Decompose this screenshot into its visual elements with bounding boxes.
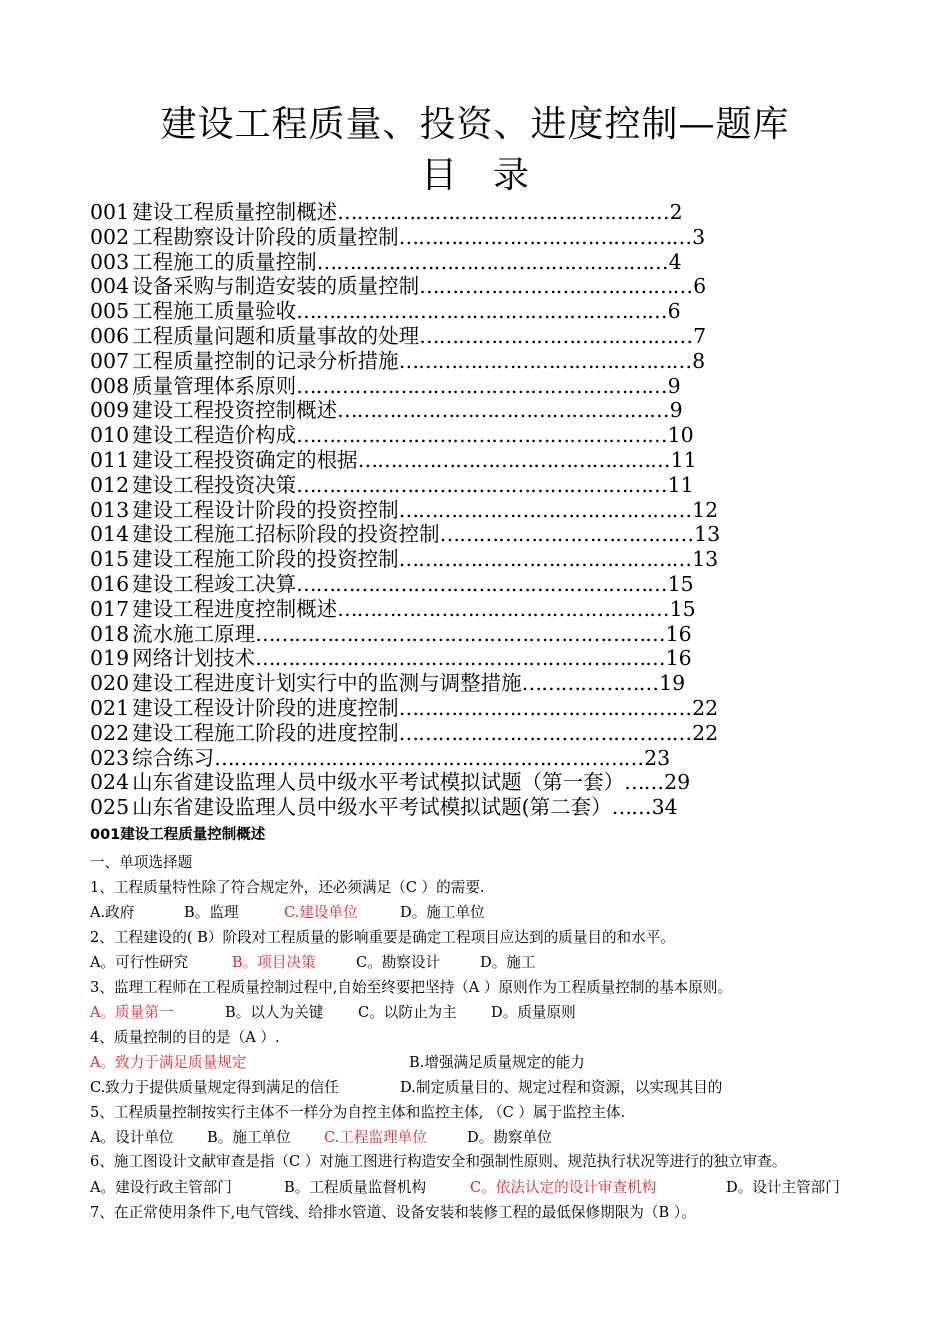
toc-entry[interactable] (90, 547, 770, 572)
toc-entry-title: 建设工程竣工决算 (132, 571, 297, 596)
toc-entry-page: 29 (664, 770, 691, 795)
question-type-heading: 一、单项选择题 (90, 854, 193, 871)
toc-entry-number: 005 (90, 299, 130, 324)
toc-entry-page: 2 (669, 200, 683, 224)
toc-entry-title: 工程勘察设计阶段的质量控制 (132, 224, 399, 249)
option-b: B。监理 (184, 904, 239, 921)
toc-entry[interactable] (90, 398, 770, 423)
toc-entry-leader: ………………………………………………… (296, 472, 667, 497)
toc-entry-number: 011 (90, 447, 130, 472)
toc-entry-leader: ……………………………………… (398, 547, 692, 572)
toc-entry-page: 8 (692, 348, 706, 373)
toc-entry-number: 008 (90, 373, 130, 398)
toc-entry-leader: ………………………………………………………… (214, 745, 644, 770)
toc-entry-number: 003 (90, 249, 130, 274)
toc-entry-leader: …………………………………… (419, 274, 693, 299)
toc-entry-title: 综合练习 (132, 745, 215, 770)
toc-entry-number: 019 (90, 646, 130, 671)
toc-entry-page: 22 (692, 695, 719, 720)
option-d: D。施工单位 (400, 904, 485, 921)
toc-entry-number: 024 (90, 770, 130, 795)
toc-entry-title: 建设工程投资决策 (132, 472, 297, 497)
toc-heading: 目 录 (420, 155, 529, 196)
option-c: C。勘察设计 (356, 954, 441, 971)
toc-entry-page: 3 (692, 224, 706, 249)
toc-entry-leader: ………………………………………………… (296, 571, 667, 596)
toc-entry-page: 9 (669, 398, 683, 423)
toc-entry-number: 013 (90, 497, 130, 522)
toc-entry[interactable] (90, 299, 770, 324)
question-1-options (90, 900, 870, 925)
toc-entry-leader: ……………………………………………………… (255, 646, 665, 671)
option-c: C。以防止为主 (358, 1004, 457, 1021)
option-c: C.致力于提供质量规定得到满足的信任 (90, 1079, 339, 1096)
option-d: D。勘察单位 (467, 1129, 552, 1146)
toc-entry-number: 006 (90, 323, 130, 348)
toc-entry-page: 19 (659, 671, 686, 696)
option-a: A。设计单位 (90, 1129, 174, 1146)
toc-entry-page: 10 (667, 423, 694, 448)
toc-entry[interactable] (90, 646, 770, 671)
toc-entry-title: 山东省建设监理人员中级水平考试模拟试题（第一套） (132, 770, 625, 795)
question-3: 3、监理工程师在工程质量控制过程中,自始至终要把坚持（A ）原则作为工程质量控制的基本原则。 (90, 979, 733, 996)
toc-entry-page: 7 (693, 323, 707, 348)
toc-entry-page: 4 (668, 249, 682, 274)
toc-entry[interactable] (90, 349, 770, 374)
toc-entry-leader: ……………………………………… (398, 695, 692, 720)
toc-entry[interactable] (90, 795, 770, 820)
option-b: B.增强满足质量规定的能力 (409, 1054, 585, 1071)
question-4-options-row1 (90, 1050, 870, 1075)
toc-entry-leader: ……………………………………… (398, 224, 692, 249)
option-a: A.政府 (90, 904, 135, 921)
toc-entry-page: 22 (692, 720, 719, 745)
toc-entry-title: 网络计划技术 (132, 646, 256, 671)
toc-entry[interactable] (90, 770, 770, 795)
option-d: D.制定质量目的、规定过程和资源，以实现其目的 (400, 1079, 723, 1096)
toc-entry[interactable] (90, 498, 770, 523)
toc-entry[interactable] (90, 622, 770, 647)
question-5-options (90, 1125, 870, 1150)
toc-entry-title: 流水施工原理 (132, 621, 256, 646)
toc-entry-title: 建设工程施工阶段的投资控制 (132, 547, 399, 572)
toc-entry-title: 工程施工的质量控制 (132, 249, 317, 274)
toc-entry-leader: …………………………………………… (337, 398, 669, 423)
toc-entry-number: 009 (90, 398, 130, 423)
toc-entry-page: 9 (667, 373, 681, 398)
option-d: D。设计主管部门 (726, 1179, 840, 1196)
toc-entry-number: 007 (90, 348, 130, 373)
toc-entry-leader: ……………………………………… (398, 348, 692, 373)
option-c-answer: C。依法认定的设计审查机构 (470, 1179, 657, 1196)
toc-entry-leader: ……………………………………… (398, 720, 692, 745)
toc-entry[interactable] (90, 473, 770, 498)
option-b: B。施工单位 (207, 1129, 291, 1146)
toc-entry-leader: ……………………………………… (398, 497, 692, 522)
toc-entry-page: 6 (693, 274, 707, 299)
toc-entry-number: 012 (90, 472, 130, 497)
option-b: B。以人为关键 (225, 1004, 324, 1021)
toc-entry-number: 016 (90, 571, 130, 596)
toc-entry-page: 6 (667, 299, 681, 324)
toc-entry-title: 设备采购与制造安装的质量控制 (132, 274, 420, 299)
question-4: 4、质量控制的目的是（A ）. (90, 1029, 280, 1046)
toc-entry-title: 建设工程进度控制概述 (132, 596, 338, 621)
toc-entry-leader: …… (624, 770, 664, 795)
table-of-contents (90, 200, 770, 820)
question-5: 5、工程质量控制按实行主体不一样分为自控主体和监控主体, （C ）属于监控主体. (90, 1104, 626, 1121)
toc-entry[interactable] (90, 200, 770, 225)
toc-entry[interactable] (90, 696, 770, 721)
toc-entry[interactable] (90, 225, 770, 250)
toc-entry-leader: …………………………………………… (337, 596, 669, 621)
toc-entry-leader: ……………………………………………………… (255, 621, 665, 646)
toc-entry[interactable] (90, 572, 770, 597)
toc-entry-number: 002 (90, 224, 130, 249)
toc-entry-page: 15 (667, 571, 694, 596)
toc-entry-title: 建设工程设计阶段的投资控制 (132, 497, 399, 522)
question-3-options (90, 1000, 870, 1025)
toc-entry-page: 34 (651, 795, 678, 820)
toc-entry-title: 建设工程造价构成 (132, 423, 297, 448)
toc-entry[interactable] (90, 746, 770, 771)
toc-entry[interactable] (90, 721, 770, 746)
toc-entry-page: 16 (665, 646, 692, 671)
toc-entry[interactable] (90, 324, 770, 349)
toc-entry-number: 025 (90, 795, 130, 820)
question-list (90, 850, 870, 1225)
toc-entry-leader: ………………… (521, 671, 659, 696)
toc-entry[interactable] (90, 597, 770, 622)
toc-entry-title: 建设工程施工阶段的进度控制 (132, 720, 399, 745)
toc-entry-title: 工程施工质量验收 (132, 299, 297, 324)
toc-entry-title: 山东省建设监理人员中级水平考试模拟试题(第二套） (132, 795, 612, 820)
toc-entry-page: 23 (644, 745, 671, 770)
toc-entry[interactable] (90, 374, 770, 399)
toc-entry-title: 建设工程投资确定的根据 (132, 447, 358, 472)
toc-entry-title: 建设工程投资控制概述 (132, 398, 338, 423)
toc-entry-number: 020 (90, 671, 130, 696)
toc-entry-page: 16 (665, 621, 692, 646)
section-heading: 001建设工程质量控制概述 (90, 827, 266, 843)
toc-entry-page: 11 (667, 472, 694, 497)
question-4-options-row2 (90, 1075, 870, 1100)
question-6-options (90, 1175, 870, 1200)
toc-entry-number: 014 (90, 522, 130, 547)
toc-entry-number: 023 (90, 745, 130, 770)
toc-entry-title: 质量管理体系原则 (132, 373, 297, 398)
toc-entry-number: 018 (90, 621, 130, 646)
toc-entry[interactable] (90, 671, 770, 696)
toc-entry-page: 13 (692, 547, 719, 572)
toc-entry[interactable] (90, 250, 770, 275)
toc-entry-title: 建设工程质量控制概述 (132, 200, 338, 224)
question-2-options (90, 950, 870, 975)
option-c-answer: C.建设单位 (284, 904, 358, 921)
toc-entry-leader: ………………………………………… (357, 447, 670, 472)
toc-entry-title: 工程质量控制的记录分析措施 (132, 348, 399, 373)
option-a: A。可行性研究 (90, 954, 189, 971)
toc-entry-leader: ……………………………………………… (316, 249, 668, 274)
toc-entry[interactable] (90, 448, 770, 473)
question-6: 6、施工图设计文献审查是指（C ）对施工图进行构造安全和强制性原则、规范执行状况等进行的独立审查。 (90, 1153, 787, 1170)
question-2: 2、工程建设的( B）阶段对工程质量的影响重要是确定工程项目应达到的质量目的和水平。 (90, 929, 675, 946)
toc-entry-page: 15 (669, 596, 696, 621)
option-d: D。施工 (480, 954, 536, 971)
toc-entry-number: 001 (90, 200, 130, 224)
toc-entry-leader: …… (611, 795, 651, 820)
toc-entry-title: 建设工程进度计划实行中的监测与调整措施 (132, 671, 522, 696)
toc-entry-number: 021 (90, 695, 130, 720)
option-a: A。建设行政主管部门 (90, 1179, 232, 1196)
question-7: 7、在正常使用条件下,电气管线、给排水管道、设备安装和装修工程的最低保修期限为（B ）。 (90, 1204, 696, 1221)
toc-entry[interactable] (90, 423, 770, 448)
toc-entry[interactable] (90, 274, 770, 299)
toc-entry-page: 11 (670, 447, 697, 472)
option-c-answer: C.工程监理单位 (324, 1129, 427, 1146)
toc-entry-title: 建设工程设计阶段的进度控制 (132, 695, 399, 720)
document-title: 建设工程质量、投资、进度控制—题库 (160, 104, 790, 145)
option-a-answer: A。致力于满足质量规定 (90, 1054, 247, 1071)
toc-entry-leader: …………………………………………… (337, 200, 669, 224)
toc-entry-leader: ………………………………………………… (296, 373, 667, 398)
toc-entry-number: 015 (90, 547, 130, 572)
option-b: B。工程质量监督机构 (284, 1179, 427, 1196)
toc-entry-number: 010 (90, 423, 130, 448)
toc-entry-number: 017 (90, 596, 130, 621)
toc-entry-title: 建设工程施工招标阶段的投资控制 (132, 522, 440, 547)
question-1: 1、工程质量特性除了符合规定外，还必须满足（C ）的需要. (90, 879, 485, 896)
toc-entry-leader: ………………………………………………… (296, 299, 667, 324)
toc-entry-leader: ………………………………………………… (296, 423, 667, 448)
option-d: D。质量原则 (491, 1004, 576, 1021)
option-a-answer: A。质量第一 (90, 1004, 174, 1021)
toc-entry[interactable] (90, 522, 770, 547)
toc-entry-page: 13 (694, 522, 721, 547)
toc-entry-number: 022 (90, 720, 130, 745)
toc-entry-leader: …………………………………… (419, 323, 693, 348)
toc-entry-title: 工程质量问题和质量事故的处理 (132, 323, 420, 348)
toc-entry-page: 12 (692, 497, 719, 522)
toc-entry-number: 004 (90, 274, 130, 299)
toc-entry-leader: ………………………………… (439, 522, 694, 547)
option-b-answer: B。项目决策 (232, 954, 316, 971)
